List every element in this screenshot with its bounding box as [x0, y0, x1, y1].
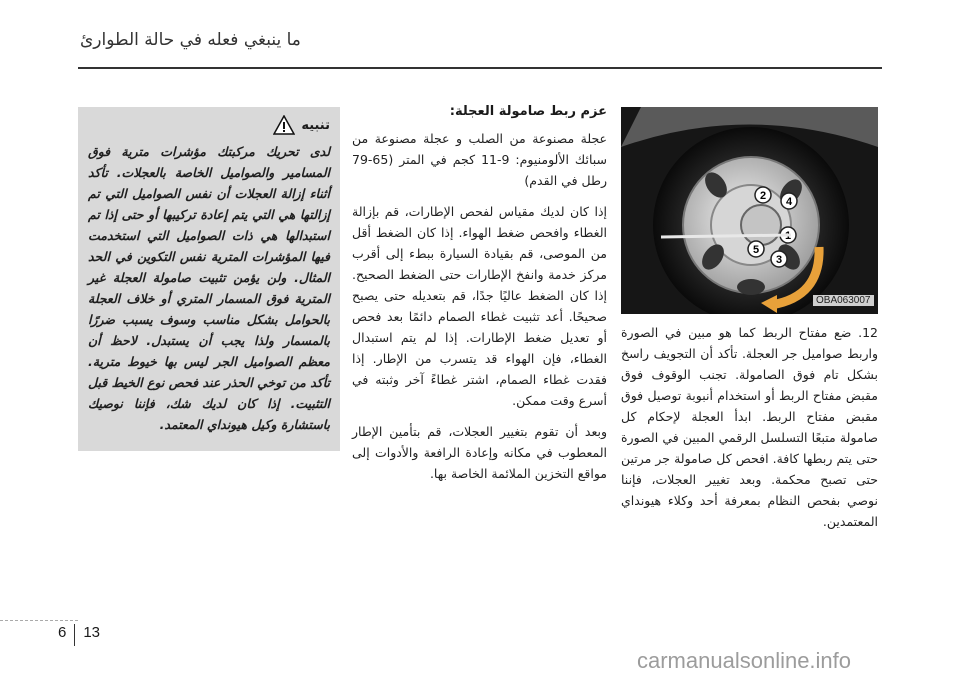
torque-spec-paragraph: عجلة مصنوعة من الصلب و عجلة مصنوعة من سبائك الألومنيوم: 9-11 كجم في المتر (65-79 رطل في القدم) [352, 131, 607, 188]
lug-nut-4 [781, 193, 797, 209]
lug-nut-label-2: 2 [759, 190, 767, 202]
page-number [58, 624, 100, 646]
torque-heading: عزم ربط صامولة العجلة: [449, 104, 607, 119]
page-index: 13 [83, 624, 101, 641]
lug-nut-label-3: 3 [775, 254, 783, 266]
watermark: carmanualsonline.info [637, 648, 852, 673]
pressure-check-paragraph: إذا كان لديك مقياس لفحص الإطارات، قم بإزالة الغطاء وافحص ضغط الهواء. إذا كان الضغط أقل من الموصى، قم بقيادة السيارة ببطء إلى أقرب مركز خدمة وانفخ الإطارات حتى الضغط الصحيح. إذا كان الضغط عاليًا جدًا، قم بتعديله حتى يصبح صحيحًا. أعد تثبيت غطاء الصمام دائمًا بعد فحص أو تعديل ضغط الإطارات. إذا لم يتم استبدال الغطاء، فإن الهواء قد يتسرب من الإطار. إذا فقدت غطاء الصمام، اشتر غطاءً آخر وثبته في أسرع وقت ممكن. [352, 204, 607, 408]
lug-nut-2 [755, 187, 771, 203]
warning-box [78, 107, 340, 451]
lug-nut-label-4: 4 [785, 196, 793, 208]
chapter-number: 6 [58, 624, 67, 641]
footer-rule [0, 620, 78, 621]
warning-triangle-icon [273, 115, 295, 135]
warning-text: لدى تحريك مركبتك مؤشرات مترية فوق المسامير والصواميل الخاصة بالعجلات. تأكد أثناء إزالة العجلات أن نفس الصواميل التي تم إزالتها هي التي يتم إعادة تركيبها أو حتى إذا تم استبدالها هي ذات الصواميل التي استخدمت فيها المؤشرات المترية نفس التكوين في الحد المثال. ولن يؤمن تثبيت صامولة العجلة غير المترية فوق المسمار المتري أو خلاف العجلة بالحوامل بشكل مناسب وسوف يسبب ضررًا بالمسمار ولذا يجب أن يستبدل. لاحظ أن معظم الصواميل الجر ليس بها خيوط مترية. تأكد من توخي الحذر عند فحص نوع الخيط قبل التثبيت. إذا كان لديك شك، فإننا نوصيك باستشارة وكيل هيونداي المعتمد. [88, 144, 330, 432]
lug-nut-5 [748, 241, 764, 257]
warning-title: تنبيه [301, 117, 330, 133]
header-rule [78, 67, 882, 69]
step-12-text: 12. ضع مفتاح الربط كما هو مبين في الصورة واربط صواميل جر العجلة. تأكد أن التجويف راسخ بشكل تام فوق الصامولة. تجنب الوقوف فوق مقبض مفتاح الربط أو استخدام أنبوبة توصيل فوق مقبض مفتاح الربط. ابدأ العجلة لإحكام كل صامولة متبعًا التسلسل الرقمي المبين في الصورة حتى يتم ربطها كافة. افحص كل صامولة جر مرتين حتى تصبح محكمة. وبعد تغيير العجلات، فإننا نوصي بفحص النظام بمعرفة أحد وكلاء هيونداي المعتمدين. [621, 325, 878, 529]
middle-column [352, 102, 607, 494]
wheel-illustration [621, 107, 878, 314]
wheel-photo [621, 107, 878, 314]
hub [741, 205, 781, 245]
page-header-title: ما ينبغي فعله في حالة الطوارئ [80, 30, 301, 50]
photo-caption: OBA063007 [813, 295, 874, 306]
wrench-handle [661, 235, 791, 237]
rim-slot [737, 279, 765, 295]
page-number-divider [74, 624, 75, 646]
lug-nut-label-5: 5 [752, 244, 760, 256]
storage-paragraph: وبعد أن تقوم بتغيير العجلات، قم بتأمين الإطار المعطوب في مكانه وإعادة الرافعة والأدوات إلى مواقع التخزين الملائمة الخاصة بها. [352, 424, 607, 481]
lug-nut-3 [771, 251, 787, 267]
warning-header [88, 115, 330, 135]
